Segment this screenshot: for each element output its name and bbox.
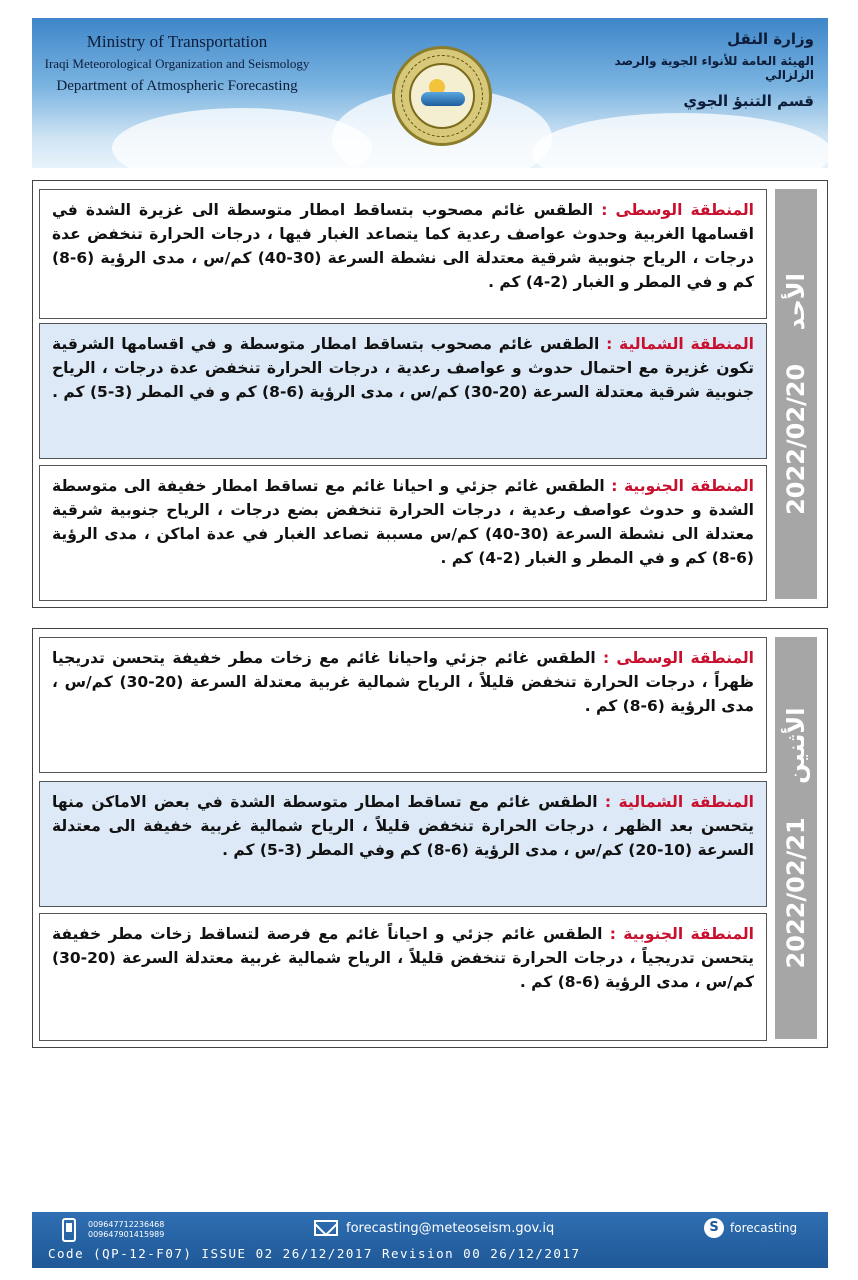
skype-icon: S [704, 1218, 724, 1238]
logo-inner [409, 63, 475, 129]
date-bar [775, 637, 817, 1039]
department-name-ar: قسم التنبؤ الجوي [683, 92, 814, 110]
region-name: المنطقة الجنوبية : [611, 477, 754, 495]
region-name: المنطقة الشمالية : [606, 335, 754, 353]
region-name: المنطقة الجنوبية : [609, 925, 754, 943]
region-name: المنطقة الشمالية : [604, 793, 754, 811]
date-label [782, 273, 810, 515]
region-forecast-text: الطقس غائم جزئي واحيانا غائم مع زخات مطر خفيفة يتحسن تدريجيا ظهراً ، درجات الحرارة تنخفض قليلاً ، الرياح شمالية غربية معتدلة السرعة (20-30) كم/س ، مدى الرؤية (6-8) كم . [52, 649, 755, 715]
email-link[interactable]: forecasting@meteoseism.gov.iq [346, 1221, 555, 1236]
footer-bar [32, 1212, 828, 1268]
northern-region-box [39, 781, 767, 907]
arabic-heading [574, 30, 814, 110]
phone-number: 009647901415989 [88, 1230, 165, 1239]
date-label [782, 708, 810, 969]
region-forecast-text: الطقس غائم مع تساقط امطار متوسطة الشدة في بعض الاماكن منها يتحسن بعد الظهر ، درجات الحرارة تنخفض قليلاً ، الرياح شمالية غربية خفيفة الى معتدلة السرعة (10-20) كم/س ، مدى الرؤية (6-8) كم وفي المطر (3-5) كم . [52, 793, 754, 859]
region-forecast-text: الطقس غائم جزئي و احياناً غائم مع فرصة لتساقط زخات مطر خفيفة يتحسن تدريجياً ، درجات الحرارة تنخفض قليلاً ، الرياح شمالية غربية معتدلة السرعة (20-30) كم/س ، مدى الرؤية (6-8) كم . [52, 925, 754, 991]
english-heading [42, 32, 312, 95]
southern-region-box [39, 465, 767, 601]
date-value: 2022/02/20 [782, 363, 810, 515]
cloud-icon [421, 92, 465, 106]
region-forecast-text: الطقس غائم جزئي و احيانا غائم مع تساقط امطار خفيفة الى متوسطة الشدة و حدوث عواصف رعدية ، درجات الحرارة تنخفض بضع درجات ، الرياح جنوبية شرقية معتدلة الى نشطة السرعة (30-40) كم/س مسببة تصاعد الغبار في عدة اماكن ، مدى الرؤية (6-8) كم و في المطر و الغبار (2-4) كم . [52, 477, 754, 567]
phone-number: 009647712236468 [88, 1220, 165, 1229]
region-forecast-text: الطقس غائم مصحوب بتساقط امطار متوسطة الى غزيرة الشدة في اقسامها الغربية وحدوث عواصف رعدية كما يتصاعد الغبار فيها ، درجات الحرارة تنخفض عدة درجات ، الرياح جنوبية شرقية معتدلة الى نشطة السرعة (30-40) كم/س ، مدى الرؤية (6-8) كم و في المطر و الغبار (2-4) كم . [52, 201, 754, 291]
skype-handle[interactable]: forecasting [730, 1221, 798, 1235]
forecast-day-section [32, 628, 828, 1048]
document-code: Code (QP-12-F07) ISSUE 02 26/12/2017 Revision 00 26/12/2017 [48, 1246, 581, 1261]
phone-numbers [88, 1220, 164, 1240]
northern-region-box [39, 323, 767, 459]
department-name-en: Department of Atmospheric Forecasting [56, 78, 298, 94]
region-forecast-text: الطقس غائم مصحوب بتساقط امطار متوسطة و في اقسامها الشرقية تكون غزيرة مع احتمال حدوث و عواصف رعدية ، درجات الحرارة تنخفض عدة درجات ، الرياح جنوبية شرقية معتدلة السرعة (20-30) كم/س ، مدى الرؤية (6-8) كم و في المطر (3-5) كم . [52, 335, 754, 401]
region-name: المنطقة الوسطى : [601, 201, 754, 219]
forecast-day-section [32, 180, 828, 608]
ministry-name-ar: وزارة النقل [727, 30, 814, 48]
ministry-name-en: Ministry of Transportation [86, 32, 268, 51]
southern-region-box [39, 913, 767, 1041]
mail-icon [314, 1220, 338, 1236]
header-banner [32, 18, 828, 168]
phone-icon [62, 1218, 76, 1242]
cloud-decoration [532, 113, 828, 168]
organization-name-en: Iraqi Meteorological Organization and Seismology [44, 56, 310, 71]
organization-logo [392, 46, 492, 146]
region-name: المنطقة الوسطى : [602, 649, 754, 667]
date-bar [775, 189, 817, 599]
central-region-box [39, 637, 767, 773]
date-value: 2022/02/21 [782, 817, 810, 969]
day-name: الأثنين [782, 707, 810, 784]
day-name: الأحد [782, 273, 810, 331]
organization-name-ar: الهيئة العامة للأنواء الجوية والرصد الزلزالي [614, 54, 814, 82]
central-region-box [39, 189, 767, 319]
